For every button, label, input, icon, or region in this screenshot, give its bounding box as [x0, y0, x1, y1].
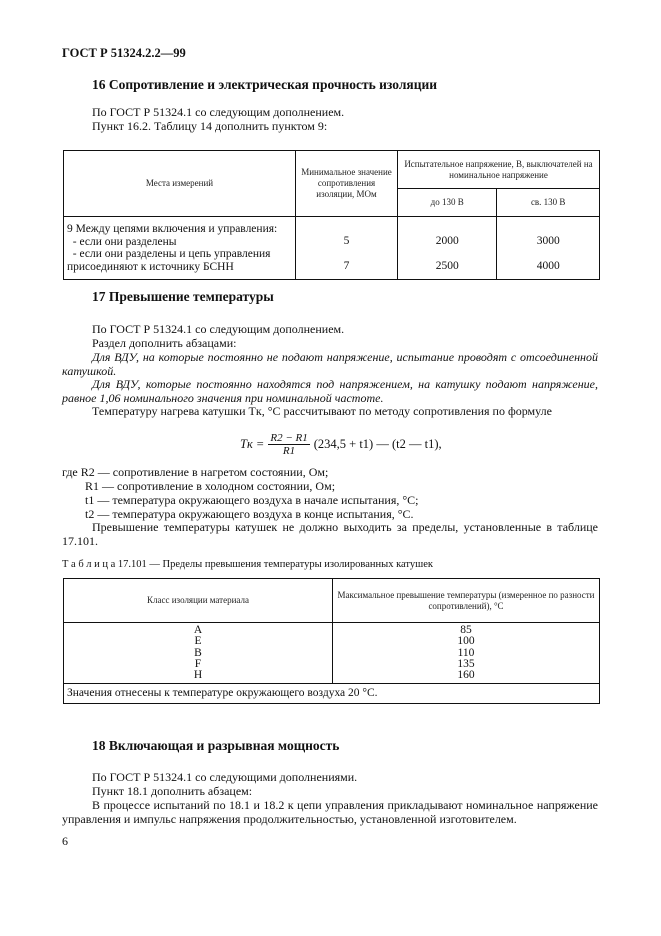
paragraph: Раздел дополнить абзацами:: [92, 336, 237, 350]
section-18-title: 18 Включающая и разрывная мощность: [92, 738, 340, 753]
paragraph: По ГОСТ Р 51324.1 со следующим дополнением.: [92, 105, 345, 119]
where-line: R1 — сопротивление в холодном состоянии, Ом;: [85, 479, 336, 493]
where-line: t2 — температура окружающего воздуха в конце испытания, °С.: [85, 507, 414, 521]
row-text: 9 Между цепями включения и управления:: [67, 223, 278, 235]
paragraph: По ГОСТ Р 51324.1 со следующим дополнением.: [92, 322, 345, 336]
section-16-title: 16 Сопротивление и электрическая прочность изоляции: [92, 77, 438, 92]
value-cell: 85: [460, 624, 472, 636]
cell: 2500: [435, 260, 459, 272]
page-number: 6: [62, 834, 68, 848]
paragraph: В процессе испытаний по 18.1 и 18.2 к цепи управления прикладывают номинальное напряжение управления и импульс напряжения продолжительностью, установленной изготовителем.: [62, 798, 598, 826]
section-17-title: 17 Превышение температуры: [92, 289, 274, 304]
paragraph: Пункт 16.2. Таблицу 14 дополнить пунктом 9:: [92, 119, 328, 133]
row-text: - если они разделены и цепь управления: [67, 248, 271, 260]
cell: 5: [343, 235, 350, 247]
formula-numerator: R2 − R1: [270, 432, 308, 444]
cell: 2000: [435, 235, 459, 247]
doc-header: ГОСТ Р 51324.2.2—99: [62, 46, 186, 60]
formula-denominator: R1: [282, 445, 296, 457]
table-note: Значения отнесены к температуре окружающего воздуха 20 °С.: [64, 684, 600, 704]
formula-rhs: (234,5 + t1) — (t2 — t1),: [313, 436, 442, 451]
paragraph: Пункт 18.1 дополнить абзацем:: [92, 784, 253, 798]
row-text: - если они разделены: [67, 235, 177, 248]
value-cell: 160: [457, 669, 475, 682]
where-line: где R2 — сопротивление в нагретом состоянии, Ом;: [62, 465, 329, 479]
row-text: присоединяют к источнику БСНН: [67, 260, 234, 273]
table-row: [64, 217, 600, 280]
class-cell: F: [194, 657, 202, 670]
table-17-101: [63, 578, 600, 704]
value-cell: 110: [457, 646, 475, 659]
col-header-max-rise: Максимальное превышение температуры (измеренное по разности сопротивлений), °С: [333, 579, 600, 623]
col-header-place: Места измерений: [64, 151, 296, 217]
value-cell: 135: [457, 657, 475, 670]
cell: 7: [343, 260, 350, 272]
table-caption: Т а б л и ц а 17.101 — Пределы превышения температуры изолированных катушек: [62, 559, 433, 570]
paragraph: Температуру нагрева катушки Tк, °С рассчитывают по методу сопротивления по формуле: [92, 404, 552, 418]
cell: 3000: [536, 235, 560, 247]
paragraph: Превышение температуры катушек не должно выходить за пределы, установленные в таблице 17.101.: [62, 520, 598, 548]
formula: [240, 432, 442, 457]
table-14-addition: [63, 150, 600, 280]
paragraph: Для ВДУ, которые постоянно находятся под напряжением, на катушку подают напряжение, равное 1,06 номинального значения при номинальной частоте.: [62, 377, 598, 405]
paragraph: Для ВДУ, на которые постоянно не подают напряжение, испытание проводят с отсоединенной катушкой.: [62, 350, 598, 378]
class-cell: E: [194, 635, 202, 648]
cell: 4000: [536, 260, 560, 272]
col-header-over-130: св. 130 В: [497, 189, 600, 217]
col-header-class: Класс изоляции материала: [64, 579, 333, 623]
where-line: t1 — температура окружающего воздуха в начале испытания, °С;: [85, 493, 419, 507]
class-cell: A: [193, 624, 203, 636]
class-cell: B: [194, 646, 202, 659]
col-header-min-resistance: Минимальное значение сопротивления изоляции, МОм: [296, 151, 398, 217]
value-cell: 100: [457, 635, 475, 648]
col-header-up-to-130: до 130 В: [398, 189, 497, 217]
paragraph: По ГОСТ Р 51324.1 со следующими дополнениями.: [92, 770, 358, 784]
col-header-test-voltage: Испытательное напряжение, В, выключателей на номинальное напряжение: [398, 151, 600, 189]
class-cell: H: [193, 669, 203, 682]
formula-lhs: Tк =: [240, 436, 265, 451]
